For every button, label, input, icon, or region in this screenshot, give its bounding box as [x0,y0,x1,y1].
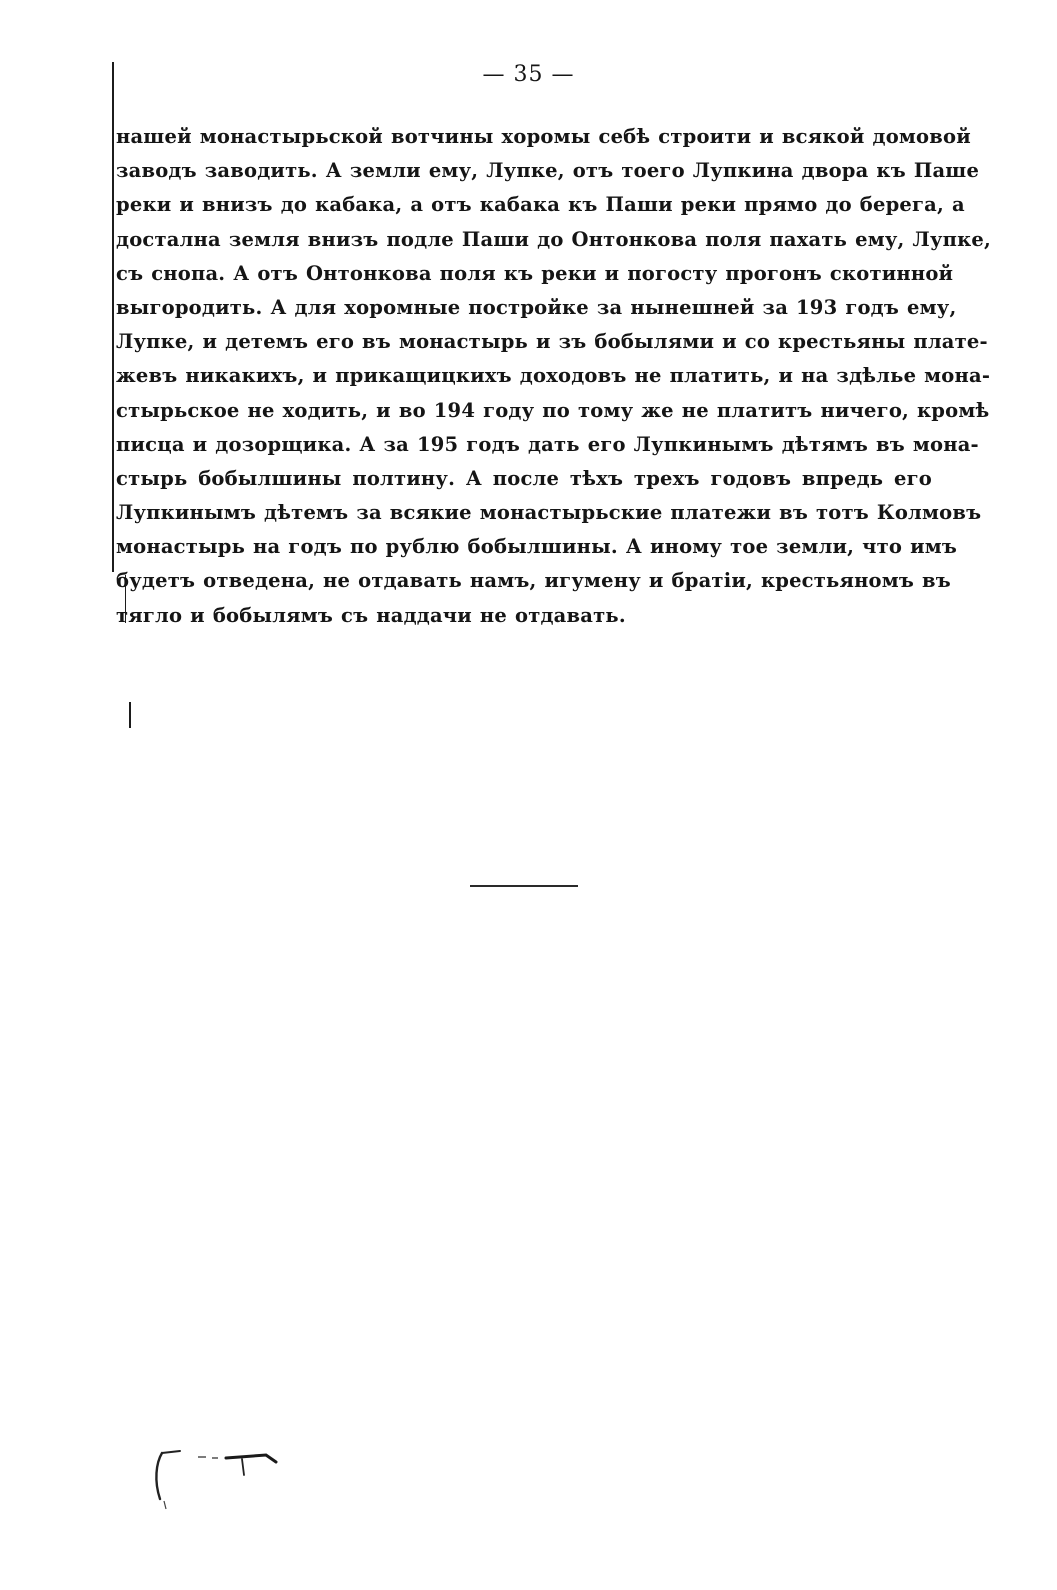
text-line: писца и дозорщика. А за 195 годъ дать его Лупкинымъ дѣтямъ въ мона- [116,432,979,456]
text-line: стырь бобылшины полтину. А после тѣхъ трехъ годовъ впредь его [116,466,932,490]
text-line: заводъ заводить. А земли ему, Лупке, отъ тоего Лупкина двора къ Паше [116,159,980,183]
text-line: стырьское не ходить, и во 194 году по тому же не платитъ ничего, кромѣ [116,398,990,422]
text-line: жевъ никакихъ, и прикащицкихъ доходовъ не платить, и на здѣлье мона- [116,364,991,388]
text-line: тягло и бобылямъ съ наддачи не отдавать. [116,603,626,627]
page-number: — 35 — [482,62,575,87]
text-line: монастырь на годъ по рублю бобылшины. А иному тое земли, что имъ [116,535,958,559]
binding-edge-mark [112,62,114,572]
section-end-rule [470,885,578,887]
text-line: съ снопа. А отъ Онтонкова поля къ реки и погосту прогонъ скотинной [116,261,954,285]
binding-edge-speck [129,702,131,728]
text-line: достална земля внизъ подле Паши до Онтонкова поля пахать ему, Лупке, [116,227,991,251]
handwritten-mark [148,1443,288,1518]
text-line: выгородить. А для хоромные постройке за нынешней за 193 годъ ему, [116,295,957,319]
text-line: Лупкинымъ дѣтемъ за всякие монастырьские платежи въ тотъ Колмовъ [116,501,982,525]
text-line: нашей монастырьской вотчины хоромы себѣ строити и всякой домовой [116,125,971,148]
text-line: Лупке, и детемъ его въ монастырь и зъ бобылями и со крестьяны плате- [116,330,988,354]
body-text [116,120,991,633]
text-line: реки и внизъ до кабака, а отъ кабака къ Паши реки прямо до берега, а [116,193,965,217]
text-line: будетъ отведена, не отдавать намъ, игумену и братiи, крестьяномъ въ [116,569,951,593]
